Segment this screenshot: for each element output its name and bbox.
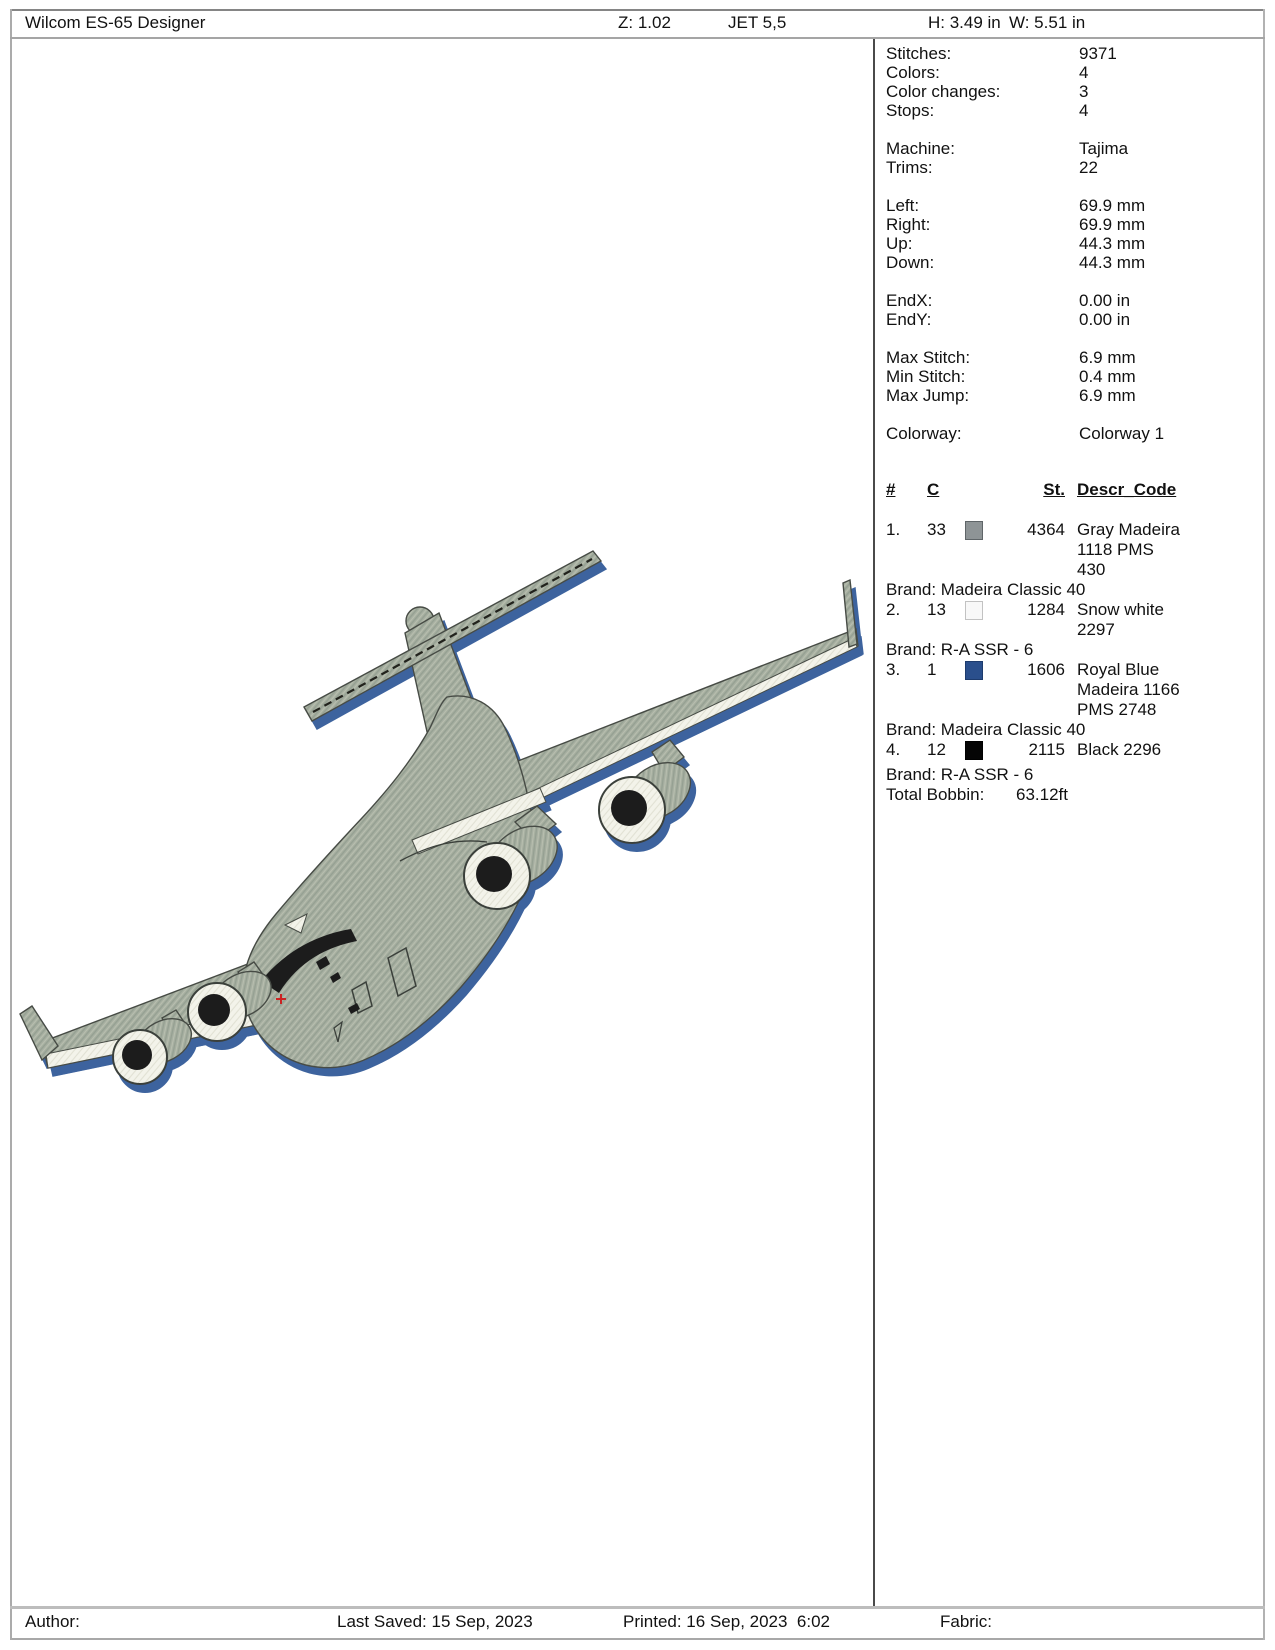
fuselage: [243, 696, 534, 1068]
page-border-bottom: [10, 1638, 1265, 1640]
design-height: H: 3.49 in: [928, 13, 1001, 32]
info-row: Stitches: 9371: [886, 44, 1117, 63]
right-winglet: [843, 580, 857, 647]
footer-last-saved: Last Saved: 15 Sep, 2023: [337, 1612, 533, 1631]
thread-brand: Brand: R-A SSR - 6: [886, 765, 1034, 784]
thread-brand: Brand: Madeira Classic 40: [886, 580, 1086, 599]
thread-description: Royal Blue Madeira 1166 PMS 2748: [1077, 660, 1180, 719]
engine-outer-right: [599, 740, 701, 843]
wing-root-band: [412, 788, 546, 854]
thread-description: Gray Madeira 1118 PMS 430: [1077, 520, 1180, 579]
info-panel-divider: [873, 39, 875, 1606]
left-winglet: [20, 1006, 58, 1060]
engine-outer-left: [113, 1010, 199, 1084]
side-door-outline: [352, 982, 372, 1013]
horizontal-stabilizer: [304, 551, 601, 721]
info-row: Max Stitch: 6.9 mm: [886, 348, 1136, 367]
footer-author: Author:: [25, 1612, 80, 1631]
design-width: W: 5.51 in: [1009, 13, 1086, 32]
color-table-header: # C St. Descr_Code: [886, 480, 1177, 499]
info-row: Up: 44.3 mm: [886, 234, 1146, 253]
header-separator: [10, 37, 1265, 39]
info-row: Right: 69.9 mm: [886, 215, 1146, 234]
thread-description: Black 2296: [1077, 740, 1162, 759]
footer-separator: [10, 1606, 1265, 1609]
color-swatch-gray: [965, 521, 983, 540]
vertical-fin: [405, 613, 488, 772]
color-row-2: 2. 13 1284 Snow white 2297: [886, 600, 1196, 640]
footer-printed: Printed: 16 Sep, 2023 6:02: [623, 1612, 830, 1631]
color-swatch-white: [965, 601, 983, 620]
total-bobbin-row: Total Bobbin: 63.12ft: [886, 785, 1068, 804]
info-row: EndY: 0.00 in: [886, 310, 1131, 329]
thread-description: Snow white 2297: [1077, 600, 1164, 639]
zoom-level: Z: 1.02: [618, 13, 671, 32]
tail-fin-bulb: [406, 607, 434, 635]
info-row: Color changes: 3: [886, 82, 1089, 101]
cargo-door-outline: [388, 948, 416, 996]
info-row: Max Jump: 6.9 mm: [886, 386, 1136, 405]
info-row: Down: 44.3 mm: [886, 253, 1146, 272]
color-swatch-black: [965, 741, 983, 760]
right-wing-leading-edge: [471, 638, 857, 832]
machine-format: JET 5,5: [728, 13, 787, 32]
page-border-left: [10, 9, 12, 1640]
page-border-right: [1263, 9, 1265, 1640]
page-border-top: [10, 9, 1265, 11]
engine-inner-right: [464, 806, 568, 909]
info-row: Colors: 4: [886, 63, 1089, 82]
left-wing: [42, 926, 368, 1068]
info-row: EndX: 0.00 in: [886, 291, 1131, 310]
stitch-start-marker: [276, 994, 286, 1004]
color-row-1: 1. 33 4364 Gray Madeira 1118 PMS 430: [886, 520, 1196, 580]
color-swatch-royal-blue: [965, 661, 983, 680]
left-wing-leading-edge: [46, 988, 368, 1068]
info-row: Stops: 4: [886, 101, 1089, 120]
thread-brand: Brand: R-A SSR - 6: [886, 640, 1034, 659]
thread-color-table: [886, 480, 1196, 805]
app-title: Wilcom ES-65 Designer: [25, 13, 206, 32]
design-info-panel: [886, 44, 1196, 805]
engine-inner-left: [188, 962, 279, 1041]
info-row: Colorway: Colorway 1: [886, 424, 1165, 443]
info-row: Min Stitch: 0.4 mm: [886, 367, 1136, 386]
thread-brand: Brand: Madeira Classic 40: [886, 720, 1086, 739]
nose-triangle: [285, 914, 307, 933]
right-wing: [470, 629, 858, 832]
info-row: Trims: 22: [886, 158, 1098, 177]
color-row-4: 4. 12 2115 Black 2296: [886, 740, 1196, 765]
footer-fabric: Fabric:: [940, 1612, 992, 1631]
cockpit-windows: [261, 929, 357, 993]
color-row-3: 3. 1 1606 Royal Blue Madeira 1166 PMS 2748: [886, 660, 1196, 720]
info-row: Machine: Tajima: [886, 139, 1129, 158]
info-row: Left: 69.9 mm: [886, 196, 1146, 215]
